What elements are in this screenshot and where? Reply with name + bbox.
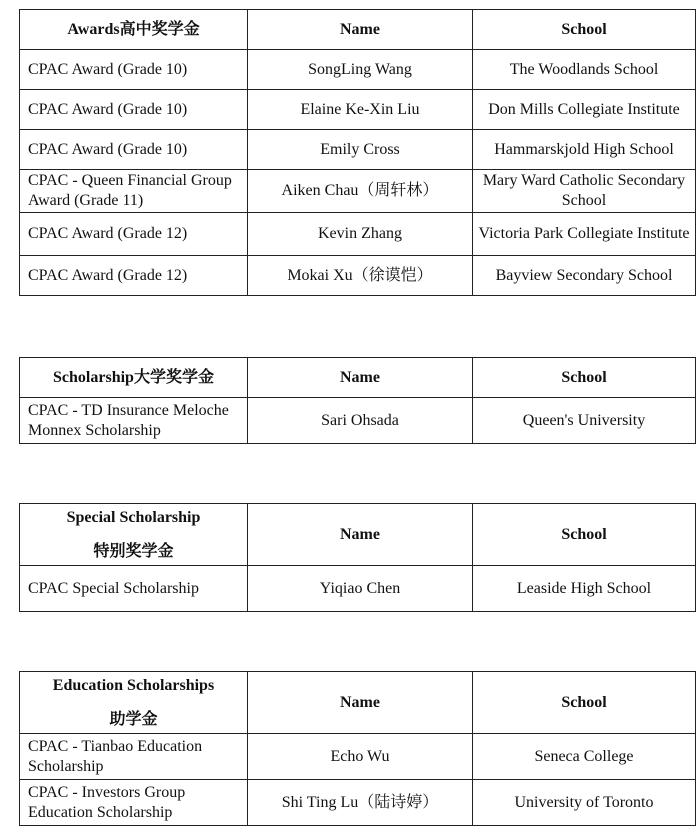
school-cell: Leaside High School — [473, 566, 696, 612]
category-header: Awards高中奖学金 — [20, 10, 248, 50]
name-cell: Elaine Ke-Xin Liu — [248, 90, 473, 130]
award-cell: CPAC - Queen Financial Group Award (Grade 11) — [20, 170, 248, 213]
table-header-row — [20, 504, 696, 566]
school-cell: Hammarskjold High School — [473, 130, 696, 170]
school-cell: Seneca College — [473, 734, 696, 780]
name-cell: Aiken Chau（周轩林） — [248, 170, 473, 213]
award-cell: CPAC Award (Grade 10) — [20, 50, 248, 90]
table-header-row — [20, 672, 696, 734]
name-cell: Kevin Zhang — [248, 213, 473, 256]
category-header: Scholarship大学奖学金 — [20, 358, 248, 398]
table-row — [20, 50, 696, 90]
table-header-row — [20, 10, 696, 50]
school-cell: Bayview Secondary School — [473, 256, 696, 296]
name-header: Name — [248, 10, 473, 50]
school-header: School — [473, 672, 696, 734]
category-header-zh: 助学金 — [109, 710, 158, 728]
table-row — [20, 130, 696, 170]
award-cell: CPAC - Investors Group Education Scholarship — [20, 780, 248, 826]
award-cell: CPAC Award (Grade 12) — [20, 213, 248, 256]
school-cell: The Woodlands School — [473, 50, 696, 90]
name-cell: Sari Ohsada — [248, 398, 473, 444]
award-cell: CPAC Special Scholarship — [20, 566, 248, 612]
name-cell: Echo Wu — [248, 734, 473, 780]
awards-table — [19, 9, 696, 296]
name-header: Name — [248, 672, 473, 734]
table-row — [20, 213, 696, 256]
name-cell: Shi Ting Lu（陆诗婷） — [248, 780, 473, 826]
award-cell: CPAC Award (Grade 10) — [20, 130, 248, 170]
award-cell: CPAC Award (Grade 10) — [20, 90, 248, 130]
school-cell: Mary Ward Catholic Secondary School — [473, 170, 696, 213]
category-header-en: Education Scholarships — [52, 676, 215, 694]
category-header — [20, 504, 248, 566]
name-header: Name — [248, 358, 473, 398]
school-cell: Queen's University — [473, 398, 696, 444]
name-cell: Mokai Xu（徐谟恺） — [248, 256, 473, 296]
school-header: School — [473, 10, 696, 50]
table-row — [20, 90, 696, 130]
award-cell: CPAC - Tianbao Education Scholarship — [20, 734, 248, 780]
award-cell: CPAC - TD Insurance Meloche Monnex Scholarship — [20, 398, 248, 444]
scholarship-table — [19, 357, 696, 444]
category-header — [20, 672, 248, 734]
category-header-en: Special Scholarship — [66, 508, 201, 526]
school-cell: University of Toronto — [473, 780, 696, 826]
special-scholarship-table — [19, 503, 696, 612]
name-header: Name — [248, 504, 473, 566]
name-cell: Yiqiao Chen — [248, 566, 473, 612]
table-header-row — [20, 358, 696, 398]
table-row — [20, 398, 696, 444]
table-row — [20, 734, 696, 780]
school-header: School — [473, 358, 696, 398]
award-cell: CPAC Award (Grade 12) — [20, 256, 248, 296]
name-cell: Emily Cross — [248, 130, 473, 170]
school-header: School — [473, 504, 696, 566]
table-row — [20, 780, 696, 826]
table-row — [20, 170, 696, 213]
table-row — [20, 256, 696, 296]
school-cell: Don Mills Collegiate Institute — [473, 90, 696, 130]
name-cell: SongLing Wang — [248, 50, 473, 90]
education-scholarships-table — [19, 671, 696, 826]
table-row — [20, 566, 696, 612]
school-cell: Victoria Park Collegiate Institute — [473, 213, 696, 256]
category-header-zh: 特别奖学金 — [93, 542, 174, 560]
